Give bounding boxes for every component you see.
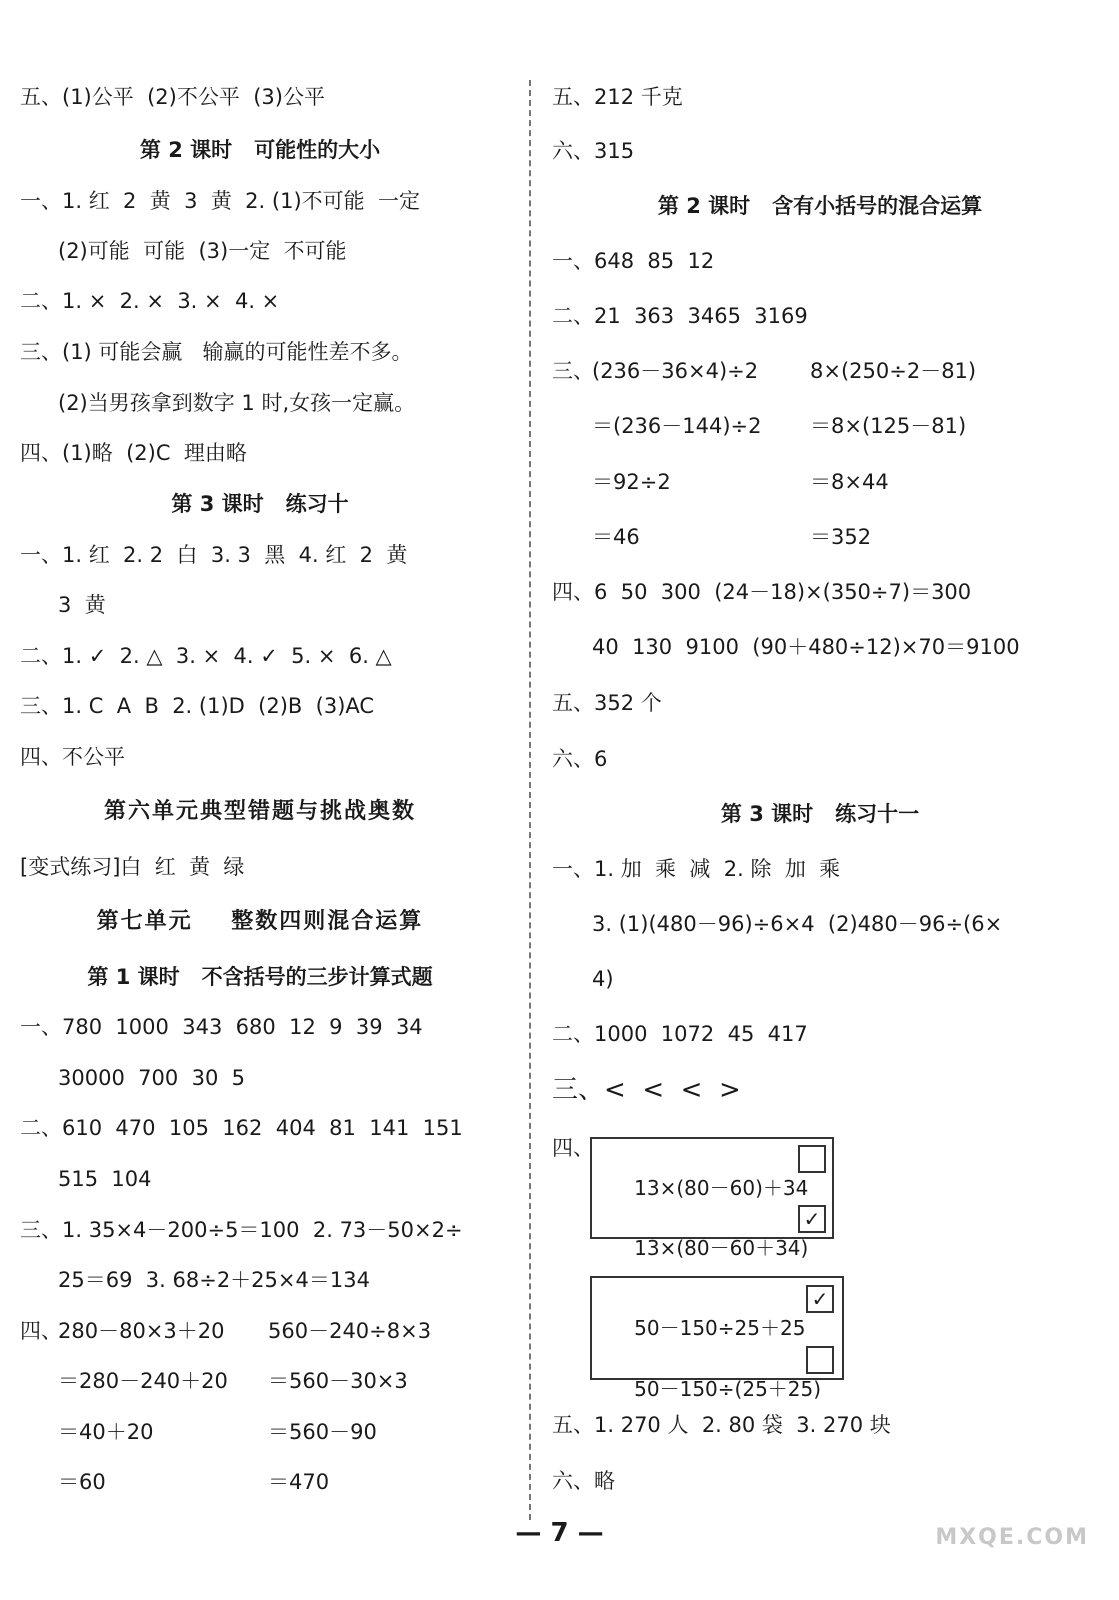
- answer-line: 四、6 50 300 (24－18)×(350÷7)＝300: [552, 580, 972, 604]
- answer-line: 四、不公平: [20, 745, 125, 769]
- answer-line: 515 104: [58, 1167, 152, 1191]
- calc-step: ＝560－90: [268, 1420, 377, 1444]
- answer-line: 六、315: [552, 139, 635, 163]
- calc-step: 560－240÷8×3: [268, 1319, 432, 1343]
- answer-line: 五、212 千克: [552, 85, 683, 109]
- answer-line: (2)可能 可能 (3)一定 不可能: [58, 239, 347, 263]
- answer-line: 二、1000 1072 45 417: [552, 1022, 808, 1046]
- calc-step: ＝8×44: [810, 470, 889, 494]
- answer-line: 五、352 个: [552, 691, 662, 715]
- answer-line: 二、21 363 3465 3169: [552, 304, 808, 328]
- column-divider: [529, 80, 531, 1520]
- answer-line: 三、(1) 可能会赢 输赢的可能性差不多。: [20, 340, 413, 364]
- answer-line: 4): [592, 967, 614, 991]
- choice-expression: 50－150÷25＋25: [634, 1316, 806, 1340]
- calc-step: (236－36×4)÷2: [592, 359, 759, 383]
- answer-line: 3 黄: [58, 593, 106, 617]
- answer-line: 五、(1)公平 (2)不公平 (3)公平: [20, 85, 325, 109]
- calc-step: ＝470: [268, 1470, 330, 1494]
- choice-box-1: [590, 1137, 834, 1260]
- calc-step: ＝8×(125－81): [810, 414, 967, 438]
- checkbox[interactable]: [806, 1346, 834, 1374]
- answer-line: 一、648 85 12: [552, 249, 715, 273]
- answer-line: 一、1. 红 2. 2 白 3. 3 黑 4. 红 2 黄: [20, 543, 408, 567]
- answer-line: (2)当男孩拿到数字 1 时,女孩一定赢。: [58, 391, 416, 415]
- answer-line: 一、1. 红 2 黄 3 黄 2. (1)不可能 一定: [20, 189, 420, 213]
- choice-expression: 13×(80－60＋34): [634, 1236, 809, 1260]
- answer-line: 三、1. 35×4－200÷5＝100 2. 73－50×2÷: [20, 1218, 463, 1242]
- question-label: 四、: [20, 1319, 62, 1343]
- choice-row: [596, 1283, 836, 1340]
- answer-line: 25＝69 3. 68÷2＋25×4＝134: [58, 1268, 370, 1292]
- choice-box-2: [590, 1276, 844, 1401]
- question-label: 四、: [552, 1136, 594, 1160]
- answer-line: 二、610 470 105 162 404 81 141 151: [20, 1116, 463, 1140]
- choice-row: [596, 1344, 836, 1401]
- calc-step: ＝(236－144)÷2: [592, 414, 762, 438]
- calc-step: 280－80×3＋20: [58, 1319, 225, 1343]
- page-number: — 7 —: [515, 1518, 604, 1548]
- checkbox[interactable]: [798, 1145, 826, 1173]
- answer-line: 一、1. 加 乘 减 2. 除 加 乘: [552, 857, 841, 881]
- answer-line: 一、780 1000 343 680 12 9 39 34: [20, 1015, 423, 1039]
- answer-line: 四、(1)略 (2)C 理由略: [20, 441, 247, 465]
- choice-row: [596, 1143, 826, 1200]
- watermark: MXQE.COM: [935, 1525, 1089, 1550]
- answer-line: 六、6: [552, 747, 608, 771]
- calc-step: 8×(250÷2－81): [810, 359, 977, 383]
- checkbox[interactable]: ✓: [798, 1205, 826, 1233]
- calc-step: ＝40＋20: [58, 1420, 154, 1444]
- answer-line: 三、< < < >: [552, 1075, 741, 1105]
- question-label: 三、: [552, 359, 594, 383]
- calc-step: ＝46: [592, 525, 640, 549]
- calc-step: ＝560－30×3: [268, 1369, 408, 1393]
- answer-line: 五、1. 270 人 2. 80 袋 3. 270 块: [552, 1413, 891, 1437]
- answer-line: [变式练习]白 红 黄 绿: [20, 855, 245, 879]
- answer-line: 二、1. × 2. × 3. × 4. ×: [20, 289, 280, 313]
- section-heading: 第 2 课时 含有小括号的混合运算: [657, 194, 983, 218]
- section-heading: 第 3 课时 练习十一: [720, 802, 920, 826]
- section-heading: 第 3 课时 练习十: [171, 492, 349, 516]
- choice-row: [596, 1203, 826, 1260]
- calc-step: ＝60: [58, 1470, 106, 1494]
- answer-line: 40 130 9100 (90＋480÷12)×70＝9100: [592, 635, 1020, 659]
- answer-line: 二、1. ✓ 2. △ 3. × 4. ✓ 5. × 6. △: [20, 644, 392, 668]
- choice-expression: 13×(80－60)＋34: [634, 1176, 809, 1200]
- choice-expression: 50－150÷(25＋25): [634, 1377, 822, 1401]
- unit-heading: 第六单元典型错题与挑战奥数: [103, 799, 416, 824]
- section-heading: 第 1 课时 不含括号的三步计算式题: [87, 965, 433, 989]
- answer-line: 六、略: [552, 1469, 615, 1493]
- section-heading: 第 2 课时 可能性的大小: [139, 138, 381, 162]
- checkbox[interactable]: ✓: [806, 1285, 834, 1313]
- unit-heading: 第七单元 整数四则混合运算: [96, 909, 424, 934]
- answer-line: 3. (1)(480－96)÷6×4 (2)480－96÷(6×: [592, 912, 1003, 936]
- calc-step: ＝92÷2: [592, 470, 671, 494]
- answer-line: 三、1. C A B 2. (1)D (2)B (3)AC: [20, 694, 375, 718]
- calc-step: ＝352: [810, 525, 872, 549]
- answer-line: 30000 700 30 5: [58, 1066, 246, 1090]
- calc-step: ＝280－240＋20: [58, 1369, 228, 1393]
